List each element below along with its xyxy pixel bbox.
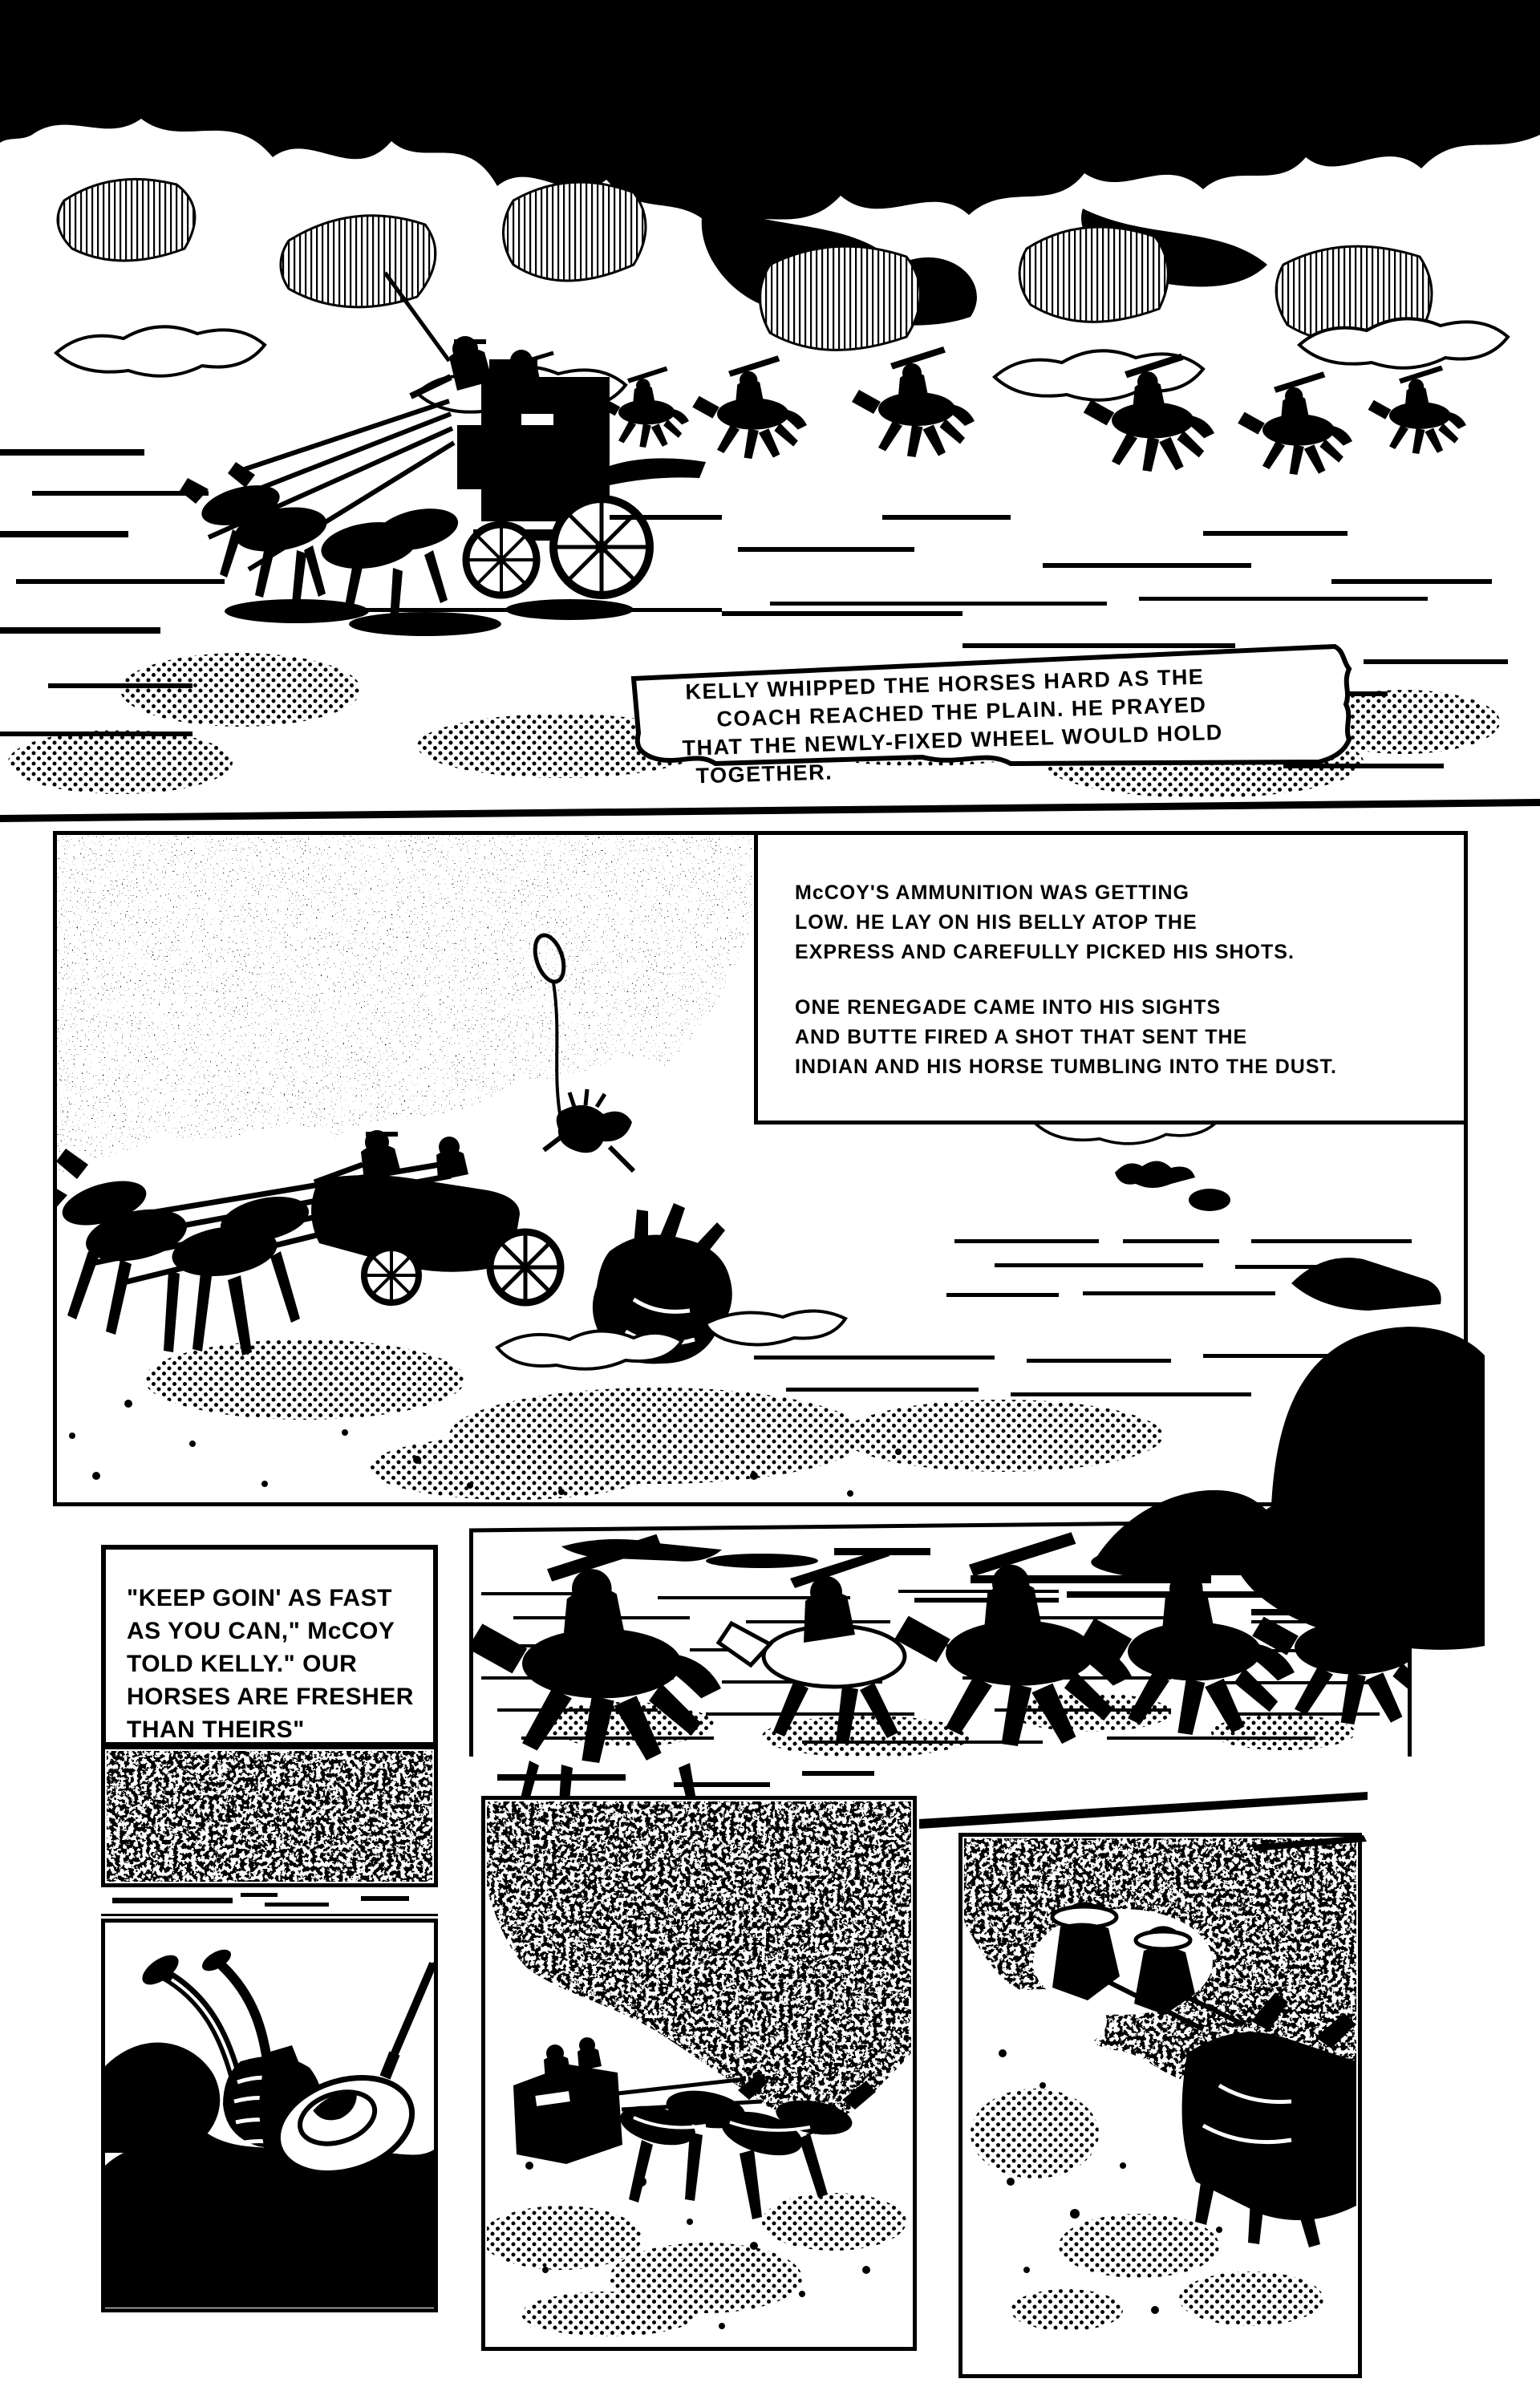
caption-paragraph	[795, 993, 1440, 1082]
caption-text-line: ONE RENEGADE CAME INTO HIS SIGHTS	[795, 996, 1222, 1019]
caption-text-line: AND BUTTE FIRED A SHOT THAT SENT THE	[795, 1026, 1248, 1048]
caption-text-line: TOGETHER.	[695, 760, 833, 788]
caption-text-line: EXPRESS AND CAREFULLY PICKED HIS SHOTS.	[795, 941, 1295, 963]
coach-wheel	[490, 1232, 561, 1303]
caption-kelly	[679, 659, 1333, 791]
caption-text-line: THAN THEIRS"	[127, 1716, 305, 1743]
caption-text-line: COACH REACHED THE PLAIN. HE PRAYED	[716, 692, 1207, 731]
caption-keep-goin	[101, 1545, 438, 1747]
caption-text-line: "KEEP GOIN' AS FAST	[127, 1585, 392, 1611]
gutter-dashes	[101, 1893, 438, 1916]
stagecoach-silhouette	[180, 273, 650, 636]
black-sky	[0, 0, 1540, 231]
caption-text-line: KELLY WHIPPED THE HORSES HARD AS THE	[685, 664, 1205, 704]
caption-text-line: THAT THE NEWLY-FIXED WHEEL WOULD HOLD	[682, 719, 1224, 760]
coach-wheel	[466, 525, 537, 595]
coach-wheel	[553, 499, 650, 595]
caption-paragraph	[795, 878, 1440, 967]
caption-text-line: HORSES ARE FRESHER	[127, 1684, 414, 1710]
caption-text-line: LOW. HE LAY ON HIS BELLY ATOP THE	[795, 911, 1198, 934]
caption-mccoy	[754, 831, 1468, 1125]
texture-noise	[107, 1751, 432, 1882]
sky-streak	[706, 1554, 818, 1568]
caption-text-line: TOLD KELLY." OUR	[127, 1651, 358, 1677]
coach-wheel	[364, 1248, 419, 1303]
caption-text-line: INDIAN AND HIS HORSE TUMBLING INTO THE DUST.	[795, 1056, 1337, 1078]
caption-text-line: McCOY'S AMMUNITION WAS GETTING	[795, 881, 1189, 904]
caption-text-line: AS YOU CAN," McCOY	[127, 1618, 395, 1644]
panel-divider	[0, 799, 1540, 822]
